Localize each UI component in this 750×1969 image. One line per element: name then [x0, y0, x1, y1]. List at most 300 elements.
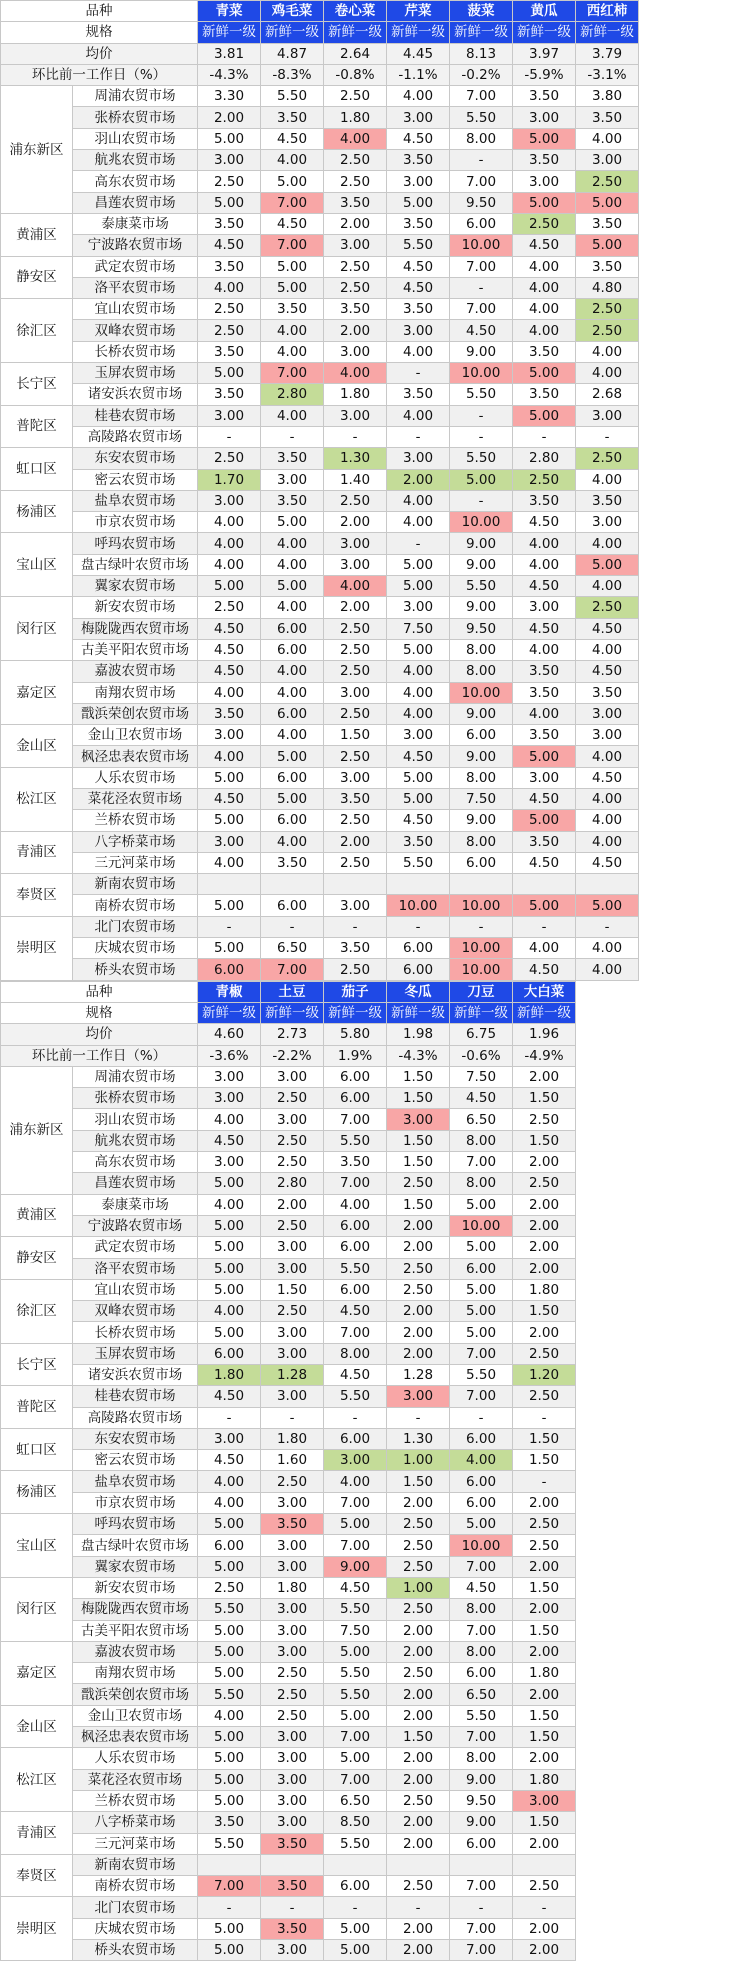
- price-cell: 4.80: [576, 277, 639, 298]
- market-row: [1, 1854, 576, 1875]
- market-name: 翼家农贸市场: [73, 1556, 198, 1577]
- market-row: [1, 1535, 576, 1556]
- market-row: [1, 1428, 576, 1449]
- market-row: [1, 1215, 576, 1236]
- market-row: [1, 788, 639, 809]
- change-value: -1.1%: [387, 64, 450, 85]
- price-cell: 1.50: [513, 1812, 576, 1833]
- grade-header: 新鲜一级: [513, 1002, 576, 1023]
- price-cell: 1.30: [324, 448, 387, 469]
- price-cell: 6.00: [450, 1471, 513, 1492]
- average-value: 3.79: [576, 43, 639, 64]
- price-cell: 5.50: [387, 852, 450, 873]
- price-cell: 2.00: [513, 1237, 576, 1258]
- price-cell: 2.50: [324, 661, 387, 682]
- market-name: 高东农贸市场: [73, 171, 198, 192]
- district-name: 杨浦区: [1, 1471, 73, 1514]
- price-cell: 7.50: [387, 618, 450, 639]
- price-cell: 4.50: [198, 1450, 261, 1471]
- price-cell: 6.00: [450, 725, 513, 746]
- price-cell: [261, 874, 324, 895]
- district-name: 奉贤区: [1, 1854, 73, 1897]
- market-row: [1, 490, 639, 511]
- change-value: -0.6%: [450, 1045, 513, 1066]
- market-row: [1, 1130, 576, 1151]
- price-cell: 4.00: [261, 597, 324, 618]
- market-row: [1, 1748, 576, 1769]
- price-cell: 2.00: [387, 1918, 450, 1939]
- vegetable-header: 冬瓜: [387, 981, 450, 1002]
- market-name: 桂巷农贸市场: [73, 405, 198, 426]
- market-row: [1, 1279, 576, 1300]
- price-cell: 9.00: [450, 597, 513, 618]
- price-cell: 3.00: [198, 1066, 261, 1087]
- price-cell: 5.00: [198, 895, 261, 916]
- price-cell: 3.00: [198, 405, 261, 426]
- price-cell: 3.00: [324, 405, 387, 426]
- price-cell: -: [261, 426, 324, 447]
- district-name: 闵行区: [1, 597, 73, 661]
- price-cell: 9.50: [450, 618, 513, 639]
- price-cell: [450, 1854, 513, 1875]
- market-name: 密云农贸市场: [73, 1450, 198, 1471]
- market-name: 宜山农贸市场: [73, 299, 198, 320]
- market-row: [1, 1152, 576, 1173]
- price-cell: 2.50: [261, 1705, 324, 1726]
- price-cell: 2.00: [513, 1599, 576, 1620]
- district-name: 奉贤区: [1, 874, 73, 917]
- price-cell: 2.00: [387, 1833, 450, 1854]
- vegetable-header: 卷心菜: [324, 1, 387, 22]
- grade-header: 新鲜一级: [324, 22, 387, 43]
- market-name: 盐阜农贸市场: [73, 490, 198, 511]
- variety-label: 品种: [1, 1, 198, 22]
- price-cell: 4.50: [576, 852, 639, 873]
- price-cell: 3.50: [324, 938, 387, 959]
- market-name: 呼玛农贸市场: [73, 533, 198, 554]
- market-row: [1, 746, 639, 767]
- market-row: [1, 1407, 576, 1428]
- price-cell: 4.00: [576, 128, 639, 149]
- price-cell: 5.50: [387, 235, 450, 256]
- price-cell: 3.00: [324, 533, 387, 554]
- price-cell: 3.00: [261, 1343, 324, 1364]
- price-cell: 3.50: [387, 213, 450, 234]
- price-cell: 2.00: [387, 1492, 450, 1513]
- market-row: [1, 448, 639, 469]
- price-cell: 2.00: [387, 1301, 450, 1322]
- price-cell: 2.50: [387, 1790, 450, 1811]
- price-cell: 2.50: [198, 597, 261, 618]
- market-name: 诸安浜农贸市场: [73, 1365, 198, 1386]
- price-cell: 8.00: [450, 661, 513, 682]
- variety-row: [1, 981, 576, 1002]
- price-cell: 2.00: [387, 1769, 450, 1790]
- price-cell: 2.00: [513, 1322, 576, 1343]
- price-cell: 1.50: [387, 1727, 450, 1748]
- price-cell: 4.00: [513, 639, 576, 660]
- price-cell: 3.50: [513, 682, 576, 703]
- market-row: [1, 1897, 576, 1918]
- market-name: 庆城农贸市场: [73, 938, 198, 959]
- price-cell: 2.50: [576, 299, 639, 320]
- district-name: 虹口区: [1, 1428, 73, 1471]
- price-cell: 4.50: [513, 618, 576, 639]
- market-row: [1, 277, 639, 298]
- price-cell: 3.00: [387, 448, 450, 469]
- price-cell: 2.50: [198, 299, 261, 320]
- price-cell: 7.00: [324, 1322, 387, 1343]
- market-name: 武定农贸市场: [73, 256, 198, 277]
- price-cell: 3.00: [261, 1066, 324, 1087]
- price-cell: 5.50: [324, 1599, 387, 1620]
- market-row: [1, 831, 639, 852]
- price-cell: 6.00: [324, 1876, 387, 1897]
- price-cell: 1.50: [513, 1577, 576, 1598]
- price-cell: 2.80: [261, 1173, 324, 1194]
- average-label: 均价: [1, 43, 198, 64]
- price-cell: 4.00: [576, 469, 639, 490]
- market-row: [1, 1386, 576, 1407]
- change-value: -3.1%: [576, 64, 639, 85]
- price-cell: [324, 1854, 387, 1875]
- price-cell: 4.00: [198, 277, 261, 298]
- price-cell: 5.00: [198, 938, 261, 959]
- price-cell: 4.50: [450, 1088, 513, 1109]
- change-value: -4.3%: [198, 64, 261, 85]
- price-cell: -: [387, 1407, 450, 1428]
- price-cell: 4.50: [513, 512, 576, 533]
- price-cell: 4.00: [387, 86, 450, 107]
- price-cell: [387, 874, 450, 895]
- spec-row: [1, 22, 639, 43]
- price-cell: 5.50: [450, 1705, 513, 1726]
- price-cell: 4.00: [387, 682, 450, 703]
- market-row: [1, 192, 639, 213]
- price-cell: 2.00: [513, 1641, 576, 1662]
- district-name: 青浦区: [1, 831, 73, 874]
- market-name: 梅陇陇西农贸市场: [73, 618, 198, 639]
- price-cell: 3.00: [261, 1620, 324, 1641]
- market-name: 张桥农贸市场: [73, 107, 198, 128]
- price-cell: 3.00: [261, 1641, 324, 1662]
- price-cell: 1.50: [513, 1301, 576, 1322]
- price-cell: 6.50: [324, 1790, 387, 1811]
- price-cell: 3.00: [198, 490, 261, 511]
- market-name: 长桥农贸市场: [73, 1322, 198, 1343]
- price-cell: 7.00: [324, 1492, 387, 1513]
- price-cell: 3.00: [261, 1812, 324, 1833]
- price-cell: 5.50: [198, 1599, 261, 1620]
- price-cell: 5.00: [261, 746, 324, 767]
- market-row: [1, 810, 639, 831]
- vegetable-header: 青菜: [198, 1, 261, 22]
- market-name: 张桥农贸市场: [73, 1088, 198, 1109]
- price-cell: [387, 1854, 450, 1875]
- price-cell: [513, 1854, 576, 1875]
- market-name: 昌莲农贸市场: [73, 192, 198, 213]
- price-cell: 1.00: [387, 1577, 450, 1598]
- price-cell: 3.00: [513, 1790, 576, 1811]
- price-cell: 2.50: [513, 1109, 576, 1130]
- price-cell: 1.28: [387, 1365, 450, 1386]
- price-cell: 5.00: [387, 767, 450, 788]
- price-cell: 1.50: [513, 1130, 576, 1151]
- district-name: 长宁区: [1, 1343, 73, 1386]
- price-cell: 4.00: [576, 576, 639, 597]
- district-name: 宝山区: [1, 1514, 73, 1578]
- price-cell: 2.50: [324, 810, 387, 831]
- market-row: [1, 1812, 576, 1833]
- variety-label: 品种: [1, 981, 198, 1002]
- market-row: [1, 1599, 576, 1620]
- market-name: 人乐农贸市场: [73, 767, 198, 788]
- price-cell: 6.00: [324, 1279, 387, 1300]
- market-name: 双峰农贸市场: [73, 1301, 198, 1322]
- market-row: [1, 171, 639, 192]
- price-cell: 2.00: [513, 1833, 576, 1854]
- price-cell: 10.00: [387, 895, 450, 916]
- price-cell: 5.00: [198, 1641, 261, 1662]
- price-cell: 1.50: [261, 1279, 324, 1300]
- price-cell: 2.50: [261, 1215, 324, 1236]
- price-cell: 5.00: [513, 895, 576, 916]
- price-cell: 3.00: [198, 831, 261, 852]
- market-name: 枫泾忠表农贸市场: [73, 1727, 198, 1748]
- price-cell: 6.50: [450, 1684, 513, 1705]
- price-cell: 1.80: [324, 107, 387, 128]
- price-cell: 2.50: [261, 1663, 324, 1684]
- vegetable-header: 西红柿: [576, 1, 639, 22]
- price-cell: 4.00: [513, 554, 576, 575]
- price-cell: 3.50: [576, 256, 639, 277]
- price-cell: [261, 1854, 324, 1875]
- market-row: [1, 1343, 576, 1364]
- price-cell: 3.00: [324, 1450, 387, 1471]
- market-row: [1, 1514, 576, 1535]
- price-cell: 2.00: [387, 1684, 450, 1705]
- price-cell: 8.00: [450, 1599, 513, 1620]
- market-name: 周浦农贸市场: [73, 86, 198, 107]
- price-cell: 5.00: [324, 1918, 387, 1939]
- average-value: 4.87: [261, 43, 324, 64]
- market-name: 北门农贸市场: [73, 916, 198, 937]
- market-name: 东安农贸市场: [73, 1428, 198, 1449]
- price-cell: 6.00: [324, 1066, 387, 1087]
- market-name: 航兆农贸市场: [73, 150, 198, 171]
- price-cell: 4.00: [576, 831, 639, 852]
- market-row: [1, 1301, 576, 1322]
- market-row: [1, 150, 639, 171]
- price-cell: 5.00: [198, 1173, 261, 1194]
- price-cell: 4.00: [261, 554, 324, 575]
- price-cell: 5.00: [450, 1194, 513, 1215]
- price-cell: 4.00: [450, 1450, 513, 1471]
- price-cell: 7.00: [261, 363, 324, 384]
- price-cell: 2.50: [324, 171, 387, 192]
- market-row: [1, 1194, 576, 1215]
- price-cell: 2.00: [513, 1258, 576, 1279]
- average-value: 1.96: [513, 1024, 576, 1045]
- price-cell: 1.50: [513, 1620, 576, 1641]
- price-cell: 4.50: [198, 235, 261, 256]
- market-name: 市京农贸市场: [73, 1492, 198, 1513]
- district-name: 普陀区: [1, 1386, 73, 1429]
- price-cell: -: [513, 916, 576, 937]
- price-cell: 3.00: [261, 1237, 324, 1258]
- price-cell: 5.50: [450, 384, 513, 405]
- price-cell: -: [324, 1407, 387, 1428]
- market-row: [1, 1365, 576, 1386]
- price-cell: -: [450, 405, 513, 426]
- price-cell: 3.50: [261, 299, 324, 320]
- price-cell: [450, 874, 513, 895]
- price-cell: 2.50: [513, 1876, 576, 1897]
- price-cell: 2.50: [513, 469, 576, 490]
- grade-header: 新鲜一级: [261, 22, 324, 43]
- price-cell: 2.68: [576, 384, 639, 405]
- price-cell: 2.00: [513, 1684, 576, 1705]
- market-name: 盐阜农贸市场: [73, 1471, 198, 1492]
- price-cell: 5.00: [387, 639, 450, 660]
- price-cell: 4.00: [261, 682, 324, 703]
- grade-header: 新鲜一级: [450, 22, 513, 43]
- price-cell: 6.00: [450, 1492, 513, 1513]
- market-name: 北门农贸市场: [73, 1897, 198, 1918]
- price-cell: 8.00: [450, 1173, 513, 1194]
- price-cell: 7.00: [450, 1876, 513, 1897]
- vegetable-header: 青椒: [198, 981, 261, 1002]
- market-name: 洛平农贸市场: [73, 277, 198, 298]
- spec-row: [1, 1002, 576, 1023]
- price-cell: 3.00: [576, 725, 639, 746]
- district-name: 宝山区: [1, 533, 73, 597]
- market-name: 航兆农贸市场: [73, 1130, 198, 1151]
- price-cell: 6.00: [261, 618, 324, 639]
- market-name: 八字桥菜市场: [73, 1812, 198, 1833]
- market-name: 戬浜荣创农贸市场: [73, 1684, 198, 1705]
- price-cell: 5.00: [513, 810, 576, 831]
- price-cell: 3.00: [261, 1322, 324, 1343]
- price-cell: 5.50: [450, 448, 513, 469]
- grade-header: 新鲜一级: [450, 1002, 513, 1023]
- grade-header: 新鲜一级: [261, 1002, 324, 1023]
- market-row: [1, 959, 639, 980]
- market-row: [1, 299, 639, 320]
- market-row: [1, 1940, 576, 1961]
- price-cell: 5.00: [198, 1514, 261, 1535]
- district-name: 松江区: [1, 767, 73, 831]
- price-cell: 5.00: [198, 1940, 261, 1961]
- price-cell: 4.50: [576, 767, 639, 788]
- price-cell: 4.50: [261, 128, 324, 149]
- price-cell: -: [198, 916, 261, 937]
- price-cell: 4.50: [198, 1386, 261, 1407]
- market-name: 枫泾忠表农贸市场: [73, 746, 198, 767]
- market-row: [1, 682, 639, 703]
- market-name: 宁波路农贸市场: [73, 235, 198, 256]
- price-cell: 4.00: [576, 788, 639, 809]
- price-cell: 7.00: [261, 959, 324, 980]
- price-cell: 3.00: [198, 150, 261, 171]
- market-row: [1, 1492, 576, 1513]
- market-name: 长桥农贸市场: [73, 341, 198, 362]
- price-cell: 1.60: [261, 1450, 324, 1471]
- price-cell: 7.00: [450, 1343, 513, 1364]
- price-cell: 2.50: [576, 597, 639, 618]
- price-cell: 9.00: [450, 1769, 513, 1790]
- price-cell: 4.00: [324, 1471, 387, 1492]
- price-cell: 3.00: [261, 1790, 324, 1811]
- price-cell: 4.50: [324, 1577, 387, 1598]
- market-row: [1, 1471, 576, 1492]
- price-cell: 1.50: [387, 1471, 450, 1492]
- price-cell: 1.50: [324, 725, 387, 746]
- price-cell: 4.00: [387, 661, 450, 682]
- price-cell: 5.00: [450, 1514, 513, 1535]
- market-row: [1, 128, 639, 149]
- market-name: 东安农贸市场: [73, 448, 198, 469]
- market-row: [1, 469, 639, 490]
- price-cell: 6.00: [450, 213, 513, 234]
- change-value: -5.9%: [513, 64, 576, 85]
- district-name: 黄浦区: [1, 1194, 73, 1237]
- price-cell: 2.50: [324, 256, 387, 277]
- price-cell: 2.50: [513, 1386, 576, 1407]
- price-cell: 5.00: [261, 256, 324, 277]
- price-cell: 7.00: [324, 1535, 387, 1556]
- market-row: [1, 1109, 576, 1130]
- vegetable-header: 菠菜: [450, 1, 513, 22]
- price-cell: 6.00: [261, 703, 324, 724]
- change-value: -8.3%: [261, 64, 324, 85]
- price-cell: 3.50: [198, 1812, 261, 1833]
- price-cell: 4.00: [198, 533, 261, 554]
- market-name: 菜花泾农贸市场: [73, 788, 198, 809]
- market-row: [1, 1088, 576, 1109]
- price-cell: 1.80: [261, 1577, 324, 1598]
- district-name: 杨浦区: [1, 490, 73, 533]
- market-row: [1, 512, 639, 533]
- price-cell: 4.00: [261, 320, 324, 341]
- price-cell: 3.00: [387, 1386, 450, 1407]
- price-cell: 2.50: [387, 1279, 450, 1300]
- price-table-leafy: [0, 0, 639, 981]
- price-cell: 10.00: [450, 682, 513, 703]
- price-cell: 2.00: [387, 1237, 450, 1258]
- price-cell: 2.50: [576, 320, 639, 341]
- price-cell: 10.00: [450, 938, 513, 959]
- market-name: 高东农贸市场: [73, 1152, 198, 1173]
- price-cell: 4.00: [198, 852, 261, 873]
- price-cell: [324, 874, 387, 895]
- price-cell: 7.50: [450, 1066, 513, 1087]
- price-cell: 5.00: [198, 1215, 261, 1236]
- spec-label: 规格: [1, 1002, 198, 1023]
- price-cell: 3.50: [261, 490, 324, 511]
- price-cell: 9.00: [450, 703, 513, 724]
- price-cell: 3.00: [576, 405, 639, 426]
- price-cell: -: [387, 426, 450, 447]
- price-cell: 7.50: [324, 1620, 387, 1641]
- price-cell: 3.50: [261, 1833, 324, 1854]
- price-cell: 4.00: [198, 1471, 261, 1492]
- price-cell: 4.00: [513, 938, 576, 959]
- price-cell: 4.50: [387, 277, 450, 298]
- price-cell: 4.00: [576, 959, 639, 980]
- price-cell: -: [576, 916, 639, 937]
- price-cell: 5.50: [324, 1130, 387, 1151]
